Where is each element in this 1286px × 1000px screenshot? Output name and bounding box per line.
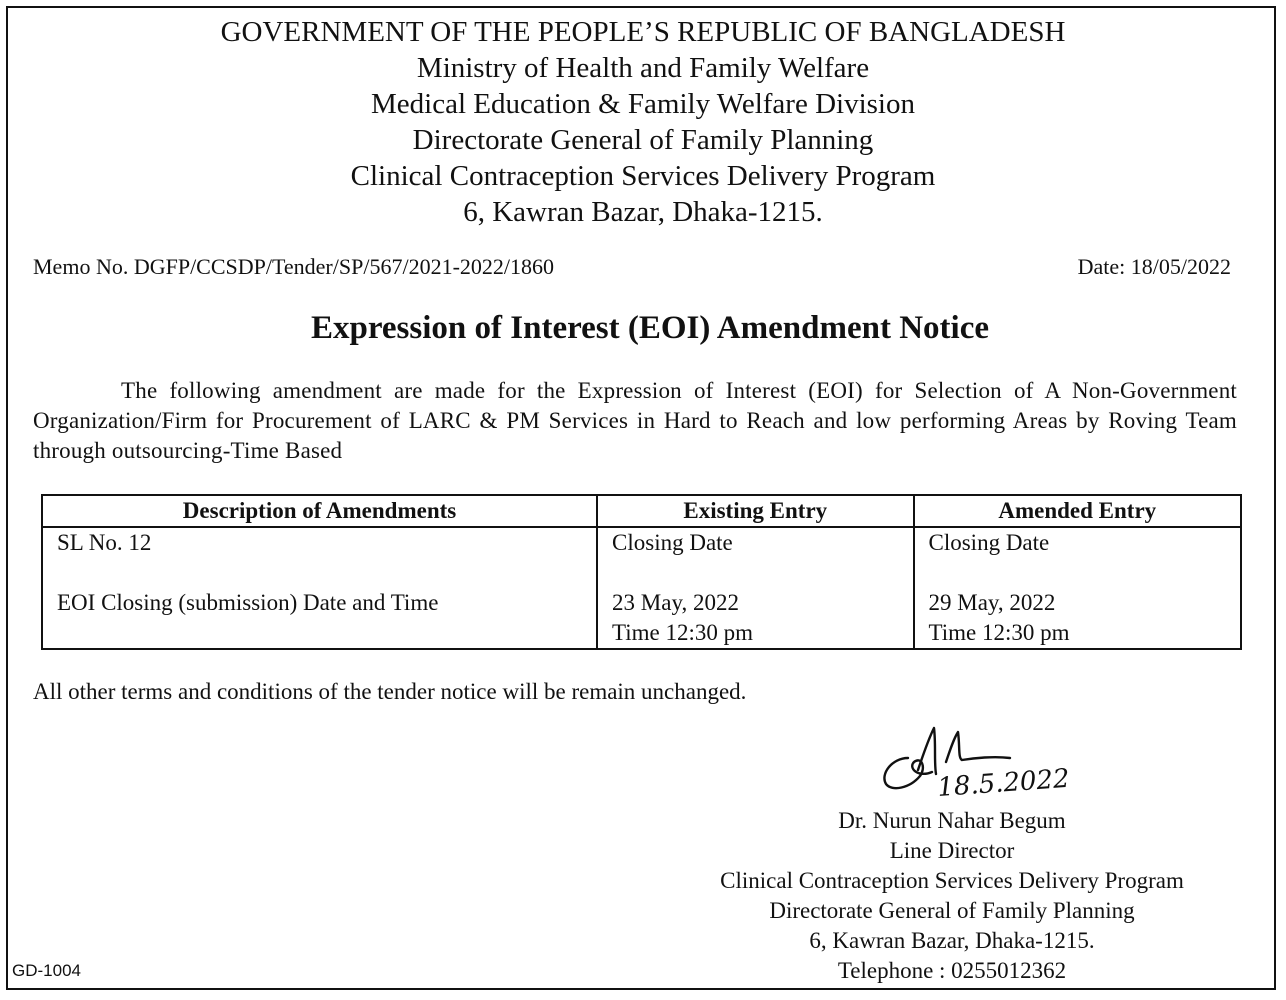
signatory-telephone: Telephone : 0255012362 [837, 958, 1067, 983]
description-serial: SL No. 12 [57, 530, 152, 555]
memo-date: Date: 18/05/2022 [1077, 254, 1231, 279]
handwritten-signature [870, 722, 1110, 810]
header-amended-entry: Amended Entry [914, 495, 1242, 527]
header-description: Description of Amendments [42, 495, 597, 527]
header-division: Medical Education & Family Welfare Division [371, 88, 915, 120]
cell-amended-entry [914, 527, 1242, 649]
header-address: 6, Kawran Bazar, Dhaka-1215. [463, 196, 823, 228]
table-row [42, 527, 1241, 649]
cell-description [42, 527, 597, 649]
amendment-table [41, 494, 1242, 650]
signatory-block [652, 806, 1252, 986]
memo-number: Memo No. DGFP/CCSDP/Tender/SP/567/2021-2022/1860 [33, 254, 555, 279]
header-directorate: Directorate General of Family Planning [412, 124, 874, 156]
body-paragraph: The following amendment are made for the Expression of Interest (EOI) for Selection of A Non-Government Organization/Firm for Procurement of LARC & PM Services in Hard to Reach and low performing Areas by Roving Team through outsourcing-Time Based [33, 378, 1237, 463]
header-existing-entry: Existing Entry [597, 495, 913, 527]
amended-label: Closing Date [928, 530, 1050, 555]
signatory-name: Dr. Nurun Nahar Begum [838, 808, 1066, 833]
existing-label: Closing Date [612, 530, 733, 555]
signatory-designation: Line Director [889, 838, 1015, 863]
header-government: GOVERNMENT OF THE PEOPLE’S REPUBLIC OF BANGLADESH [220, 16, 1066, 48]
amended-time: Time 12:30 pm [928, 620, 1070, 645]
table-header-row [42, 495, 1241, 527]
header-ministry: Ministry of Health and Family Welfare [416, 52, 870, 84]
signatory-address: 6, Kawran Bazar, Dhaka-1215. [809, 928, 1095, 953]
existing-time: Time 12:30 pm [612, 620, 754, 645]
description-detail: EOI Closing (submission) Date and Time [57, 590, 439, 615]
notice-title: Expression of Interest (EOI) Amendment Notice [311, 310, 989, 346]
signature-date: 18.5.2022 [936, 763, 1071, 803]
signatory-program: Clinical Contraception Services Delivery Program [720, 868, 1184, 893]
cell-existing-entry [597, 527, 913, 649]
existing-date: 23 May, 2022 [612, 590, 739, 615]
document-code: GD-1004 [12, 961, 81, 980]
signatory-directorate: Directorate General of Family Planning [769, 898, 1135, 923]
amended-date: 29 May, 2022 [928, 590, 1056, 615]
closing-note: All other terms and conditions of the tender notice will be remain unchanged. [33, 679, 747, 704]
header-program: Clinical Contraception Services Delivery Program [350, 160, 936, 192]
